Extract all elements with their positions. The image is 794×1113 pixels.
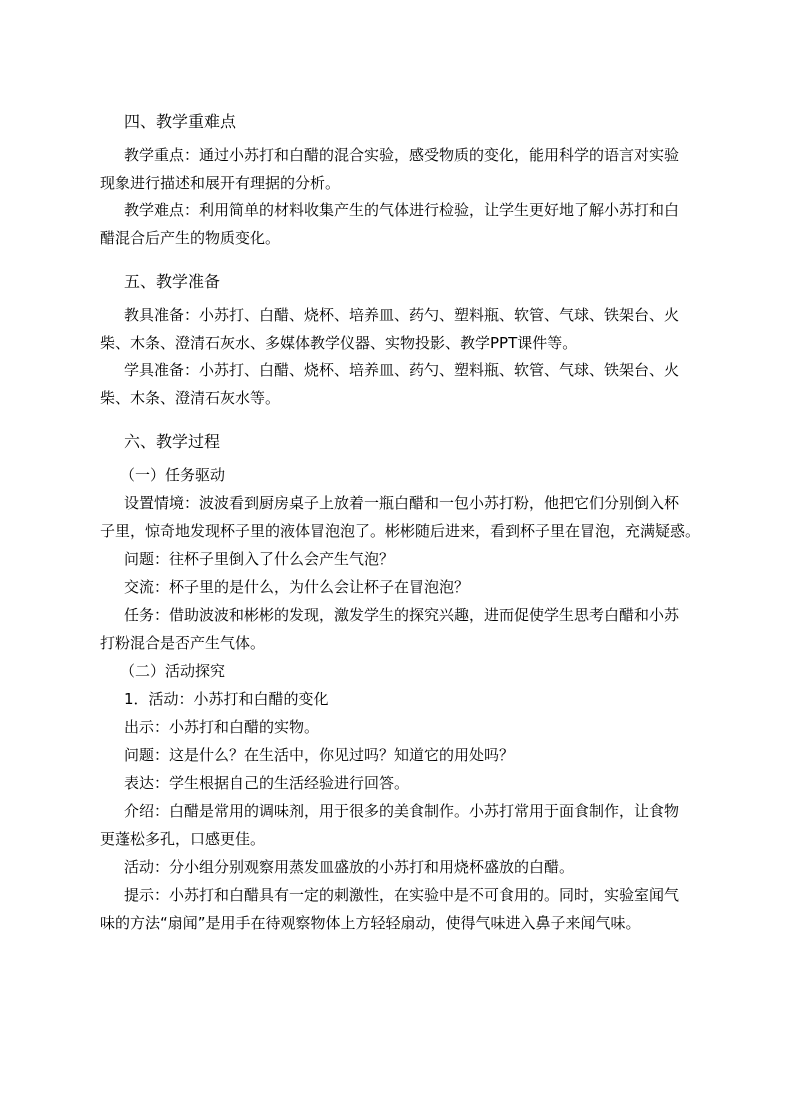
scenario-line-1: 设置情境：波波看到厨房桌子上放着一瓶白醋和一包小苏打粉，他把它们分别倒入杯 [124, 494, 680, 512]
task-line-1: 任务：借助波波和彬彬的发现，激发学生的探究兴趣，进而促使学生思考白醋和小苏 [124, 606, 680, 624]
task-line-2: 打粉混合是否产生气体。 [100, 634, 266, 652]
section-heading-preparation: 五、教学准备 [124, 272, 221, 291]
activity-title: 1．活动：小苏打和白醋的变化 [124, 690, 329, 708]
part1-title: （一）任务驱动 [120, 466, 226, 484]
difficult-point-line-2: 醋混合后产生的物质变化。 [100, 229, 281, 247]
student-tools-line-2: 柴、木条、澄清石灰水等。 [100, 389, 281, 407]
tip-line-1: 提示：小苏打和白醋具有一定的刺激性，在实验中是不可食用的。同时，实验室闻气 [124, 886, 680, 904]
key-point-line-2: 现象进行描述和展开有理据的分析。 [100, 174, 341, 192]
intro-line-2: 更蓬松多孔，口感更佳。 [100, 830, 266, 848]
question-line-2: 问题：这是什么？在生活中，你见过吗？知道它的用处吗？ [124, 746, 515, 764]
section-heading-process: 六、教学过程 [124, 432, 221, 451]
difficult-point-line-1: 教学难点：利用简单的材料收集产生的气体进行检验，让学生更好地了解小苏打和白 [124, 201, 680, 219]
section-heading-key-points: 四、教学重难点 [124, 112, 237, 131]
question-line: 问题：往杯子里倒入了什么会产生气泡？ [124, 550, 395, 568]
part2-title: （二）活动探究 [120, 662, 226, 680]
tip-line-2: 味的方法“扇闻”是用手在待观察物体上方轻轻扇动，使得气味进入鼻子来闻气味。 [100, 914, 641, 932]
key-point-line-1: 教学重点：通过小苏打和白醋的混合实验，感受物质的变化，能用科学的语言对实验 [124, 146, 680, 164]
teacher-tools-line-1: 教具准备：小苏打、白醋、烧杯、培养皿、药勺、塑料瓶、软管、气球、铁架台、火 [124, 306, 680, 324]
scenario-line-2: 子里，惊奇地发现杯子里的液体冒泡泡了。彬彬随后进来，看到杯子里在冒泡，充满疑惑。 [100, 522, 701, 540]
teacher-tools-line-2: 柴、木条、澄清石灰水、多媒体教学仪器、实物投影、教学PPT课件等。 [100, 334, 578, 352]
express-line: 表达：学生根据自己的生活经验进行回答。 [124, 774, 410, 792]
intro-line-1: 介绍：白醋是常用的调味剂，用于很多的美食制作。小苏打常用于面食制作，让食物 [124, 802, 680, 820]
exchange-line: 交流：杯子里的是什么，为什么会让杯子在冒泡泡？ [124, 578, 470, 596]
activity-line: 活动：分小组分别观察用蒸发皿盛放的小苏打和用烧杯盛放的白醋。 [124, 858, 575, 876]
show-line: 出示：小苏打和白醋的实物。 [124, 718, 320, 736]
student-tools-line-1: 学具准备：小苏打、白醋、烧杯、培养皿、药勺、塑料瓶、软管、气球、铁架台、火 [124, 361, 680, 379]
